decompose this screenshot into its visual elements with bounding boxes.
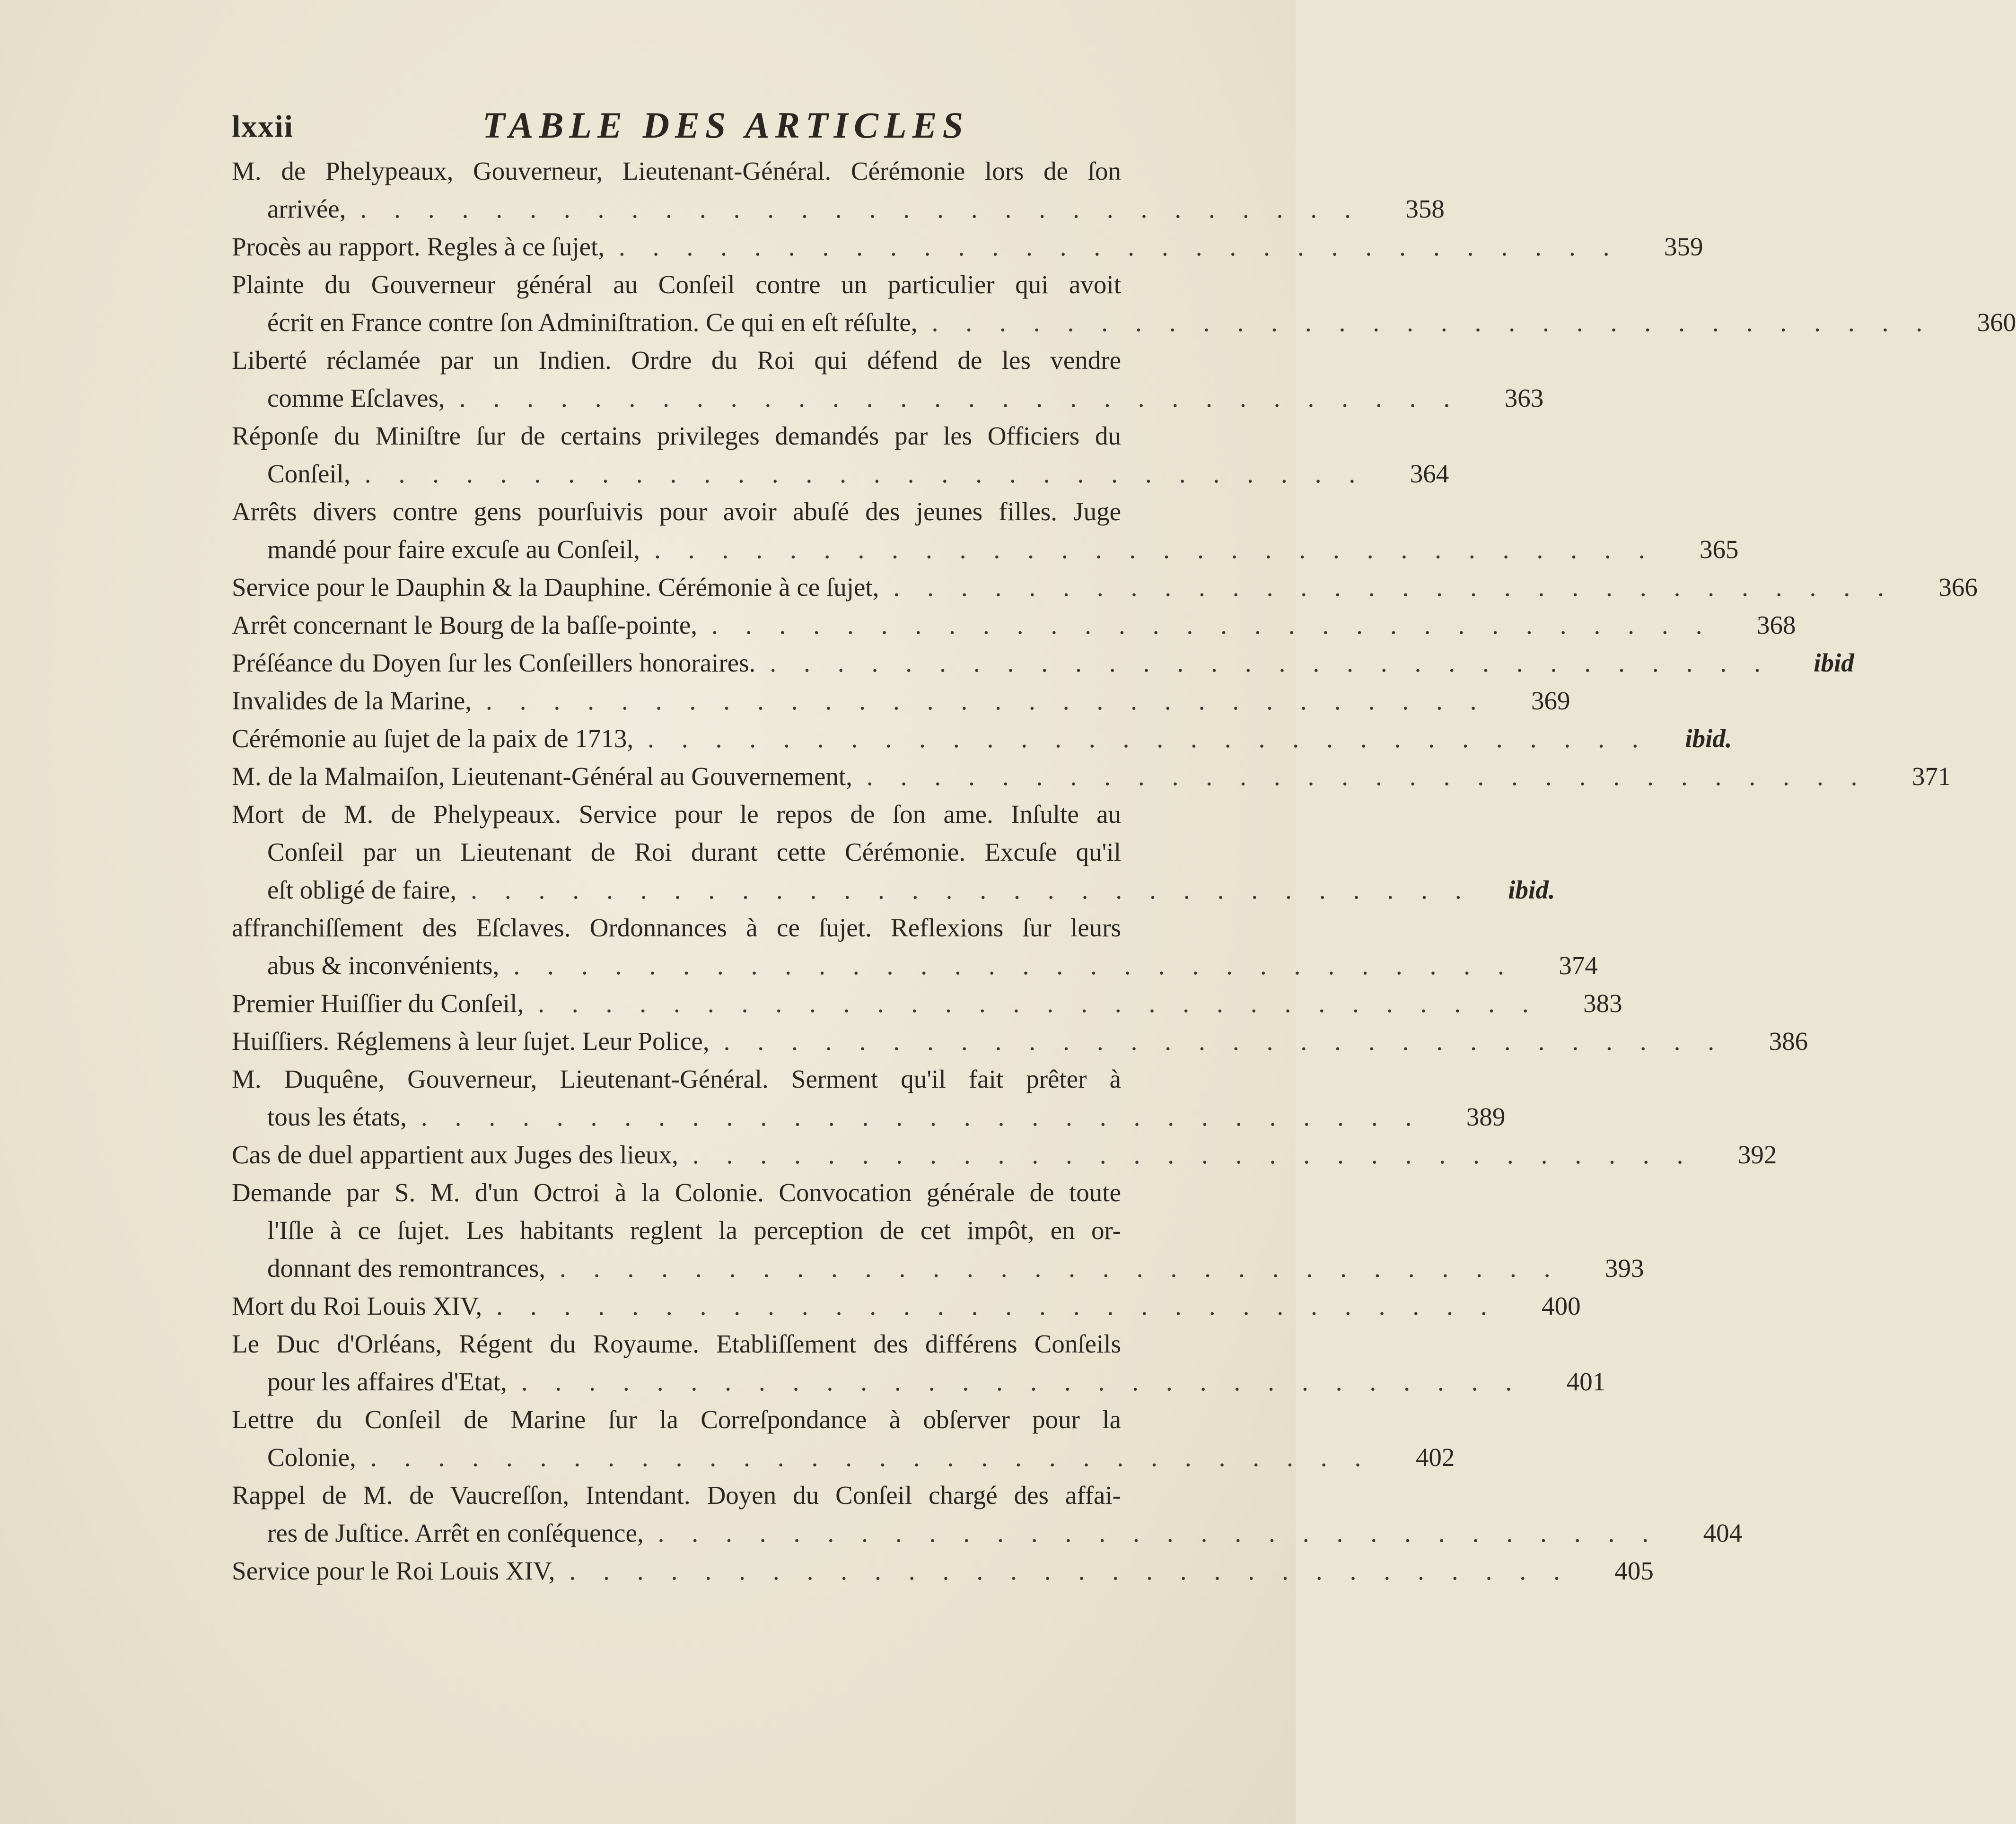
dot-leader: .............................. [521, 1367, 1540, 1396]
page-number: 374 [1559, 951, 1598, 980]
page-number: 389 [1466, 1102, 1506, 1131]
page-number: 404 [1703, 1519, 1743, 1547]
entry-text: Plainte du Gouverneur général au Conſeil contre un particulier qui avoit [232, 270, 1121, 299]
running-head [232, 104, 1131, 156]
page-number: 393 [1605, 1254, 1644, 1283]
page-number: 402 [1415, 1443, 1455, 1472]
dot-leader: .............................. [654, 535, 1673, 564]
toc-entry-last-line [232, 871, 1555, 909]
toc-entry [232, 720, 1732, 758]
toc-entry [232, 644, 1854, 682]
entry-text: Procès au rapport. Regles à ce ſujet, [232, 232, 605, 261]
toc-entry-last-line [232, 985, 1622, 1022]
dot-leader: .............................. [364, 459, 1383, 488]
entry-text: Arrêt concernant le Bourg de la baſſe-pointe, [232, 611, 698, 639]
entry-text: M. Duquêne, Gouverneur, Lieutenant-Général. Serment qu'il fait prêter à [232, 1065, 1121, 1093]
entry-text: donnant des remontrances, [267, 1254, 546, 1283]
toc-entry [232, 909, 1598, 985]
toc-entry-last-line [232, 1249, 1644, 1287]
toc-entry [232, 606, 1796, 644]
entry-text: Réponſe du Miniſtre ſur de certains privileges demandés par les Officiers du [232, 421, 1121, 450]
entry-text: Demande par S. M. d'un Octroi à la Colonie. Convocation générale de toute [232, 1178, 1121, 1207]
toc-entry-last-line [232, 190, 1445, 228]
toc-entry-last-line [232, 228, 1703, 266]
dot-leader: .............................. [619, 232, 1637, 261]
page-number: 386 [1769, 1027, 1808, 1056]
entry-text: tous les états, [267, 1102, 407, 1131]
toc-entry [232, 1401, 1455, 1476]
page-number: 405 [1614, 1556, 1654, 1585]
dot-leader: .............................. [711, 611, 1730, 639]
entry-text: Cérémonie au ſujet de la paix de 1713, [232, 724, 634, 753]
toc-entry-last-line [232, 1363, 1606, 1401]
entry-text: eſt obligé de faire, [267, 875, 457, 904]
dot-leader: .............................. [459, 384, 1478, 412]
dot-leader: .............................. [692, 1140, 1711, 1169]
toc-entry [232, 795, 1555, 909]
dot-leader: .............................. [360, 194, 1378, 223]
toc-entry-last-line [232, 682, 1570, 720]
page-number: ibid [1814, 648, 1854, 677]
toc-entry-last-line [232, 644, 1854, 682]
entry-text: Conſeil par un Lieutenant de Roi durant cette Cérémonie. Excuſe qu'il [267, 838, 1121, 866]
page-number: 400 [1542, 1292, 1581, 1320]
page-folio: lxxii [232, 109, 294, 144]
dot-leader: .............................. [723, 1027, 1742, 1056]
dot-leader: .............................. [866, 762, 1885, 791]
dot-leader: .............................. [560, 1254, 1578, 1283]
page-number: 360 [1977, 308, 2016, 337]
entry-text: Huiſſiers. Réglemens à leur ſujet. Leur Police, [232, 1027, 710, 1056]
toc-entry [232, 1022, 1808, 1060]
page-number: 401 [1566, 1367, 1606, 1396]
dot-leader: .............................. [486, 686, 1504, 715]
entry-text: Cas de duel appartient aux Juges des lieux, [232, 1140, 678, 1169]
toc-entry-last-line [232, 947, 1598, 985]
toc-entry-last-line [232, 531, 1739, 568]
toc-entry [232, 985, 1622, 1022]
toc-entry [232, 417, 1449, 493]
toc-entry-last-line [232, 1098, 1506, 1136]
entry-text: l'Iſle à ce ſujet. Les habitants reglent la perception de cet impôt, en or- [267, 1216, 1121, 1245]
dot-leader: .............................. [370, 1443, 1389, 1472]
entry-text: Service pour le Dauphin & la Dauphine. Cérémonie à ce ſujet, [232, 573, 879, 602]
dot-leader: .............................. [538, 989, 1556, 1018]
toc-entry-last-line [232, 1514, 1743, 1552]
page-number: 392 [1737, 1140, 1777, 1169]
toc-entry-last-line [232, 1136, 1777, 1174]
toc-entry [232, 266, 2016, 341]
entry-text: res de Juſtice. Arrêt en conſéquence, [267, 1519, 644, 1547]
table-of-articles [232, 152, 2016, 1590]
entry-text: Invalides de la Marine, [232, 686, 472, 715]
page-number: 365 [1700, 535, 1739, 564]
toc-entry [232, 1552, 1654, 1590]
page-number: 371 [1911, 762, 1951, 791]
dot-leader: .............................. [569, 1556, 1587, 1585]
page-number: 366 [1938, 573, 1978, 602]
toc-entry [232, 152, 1445, 228]
toc-entry [232, 1325, 1606, 1401]
toc-entry-last-line [232, 379, 1544, 417]
entry-text: Rappel de M. de Vaucreſſon, Intendant. Doyen du Conſeil chargé des affai- [232, 1481, 1121, 1510]
page-title: TABLE DES ARTICLES [482, 105, 969, 146]
toc-entry [232, 1174, 1644, 1287]
toc-entry-last-line [232, 720, 1732, 758]
entry-text: M. de la Malmaiſon, Lieutenant-Général au Gouvernement, [232, 762, 852, 791]
dot-leader: .............................. [657, 1519, 1676, 1547]
entry-text: Conſeil, [267, 459, 351, 488]
toc-entry-last-line [232, 758, 1951, 795]
toc-entry-last-line [232, 1552, 1654, 1590]
entry-text: comme Eſclaves, [267, 384, 445, 412]
entry-text: Arrêts divers contre gens pourſuivis pour avoir abuſé des jeunes filles. Juge [232, 497, 1121, 526]
toc-entry [232, 1136, 1777, 1174]
entry-text: pour les affaires d'Etat, [267, 1367, 507, 1396]
page-number: ibid. [1508, 875, 1555, 904]
entry-text: Colonie, [267, 1443, 356, 1472]
entry-text: Lettre du Conſeil de Marine ſur la Correſpondance à obſerver pour la [232, 1405, 1121, 1434]
toc-entry-last-line [232, 568, 1978, 606]
entry-text: Le Duc d'Orléans, Régent du Royaume. Etabliſſement des différens Conſeils [232, 1329, 1121, 1358]
page-number: 358 [1405, 194, 1445, 223]
page-number: 363 [1504, 384, 1544, 412]
toc-entry [232, 1287, 1581, 1325]
toc-entry-last-line [232, 1439, 1455, 1476]
toc-entry [232, 1060, 1506, 1136]
toc-entry-last-line [232, 1287, 1581, 1325]
toc-entry [232, 228, 1703, 266]
toc-entry [232, 568, 1978, 606]
toc-entry-last-line [232, 455, 1449, 493]
toc-entry [232, 1476, 1743, 1552]
dot-leader: .............................. [496, 1292, 1515, 1320]
dot-leader: .............................. [471, 875, 1489, 904]
page-number: 364 [1410, 459, 1449, 488]
page-number: ibid. [1685, 724, 1732, 753]
entry-text: Liberté réclamée par un Indien. Ordre du Roi qui défend de les vendre [232, 346, 1121, 375]
entry-text: mandé pour faire excuſe au Conſeil, [267, 535, 640, 564]
entry-text: Premier Huiſſier du Conſeil, [232, 989, 524, 1018]
entry-text: écrit en France contre ſon Adminiſtration. Ce qui en eſt réſulte, [267, 308, 918, 337]
toc-entry-last-line [232, 1022, 1808, 1060]
toc-entry [232, 341, 1544, 417]
entry-text: Mort du Roi Louis XIV, [232, 1292, 482, 1320]
dot-leader: .............................. [513, 951, 1532, 980]
dot-leader: .............................. [421, 1102, 1439, 1131]
toc-entry [232, 493, 1739, 568]
entry-text: arrivée, [267, 194, 346, 223]
entry-text: Service pour le Roi Louis XIV, [232, 1556, 555, 1585]
toc-entry-last-line [232, 304, 2016, 341]
entry-text: affranchiſſement des Eſclaves. Ordonnances à ce ſujet. Reflexions ſur leurs [232, 913, 1121, 942]
dot-leader: .............................. [931, 308, 1950, 337]
toc-entry-last-line [232, 606, 1796, 644]
entry-text: Mort de M. de Phelypeaux. Service pour le repos de ſon ame. Inſulte au [232, 800, 1121, 829]
toc-entry [232, 758, 1951, 795]
page-number: 383 [1583, 989, 1622, 1018]
toc-entry [232, 682, 1570, 720]
page-number: 369 [1531, 686, 1570, 715]
entry-text: M. de Phelypeaux, Gouverneur, Lieutenant-Général. Cérémonie lors de ſon [232, 157, 1121, 185]
entry-text: abus & inconvénients, [267, 951, 500, 980]
dot-leader: .............................. [648, 724, 1666, 753]
dot-leader: .............................. [770, 648, 1788, 677]
page-number: 359 [1664, 232, 1703, 261]
page-number: 368 [1757, 611, 1796, 639]
dot-leader: .............................. [893, 573, 1911, 602]
entry-text: Préſéance du Doyen ſur les Conſeillers honoraires. [232, 648, 756, 677]
